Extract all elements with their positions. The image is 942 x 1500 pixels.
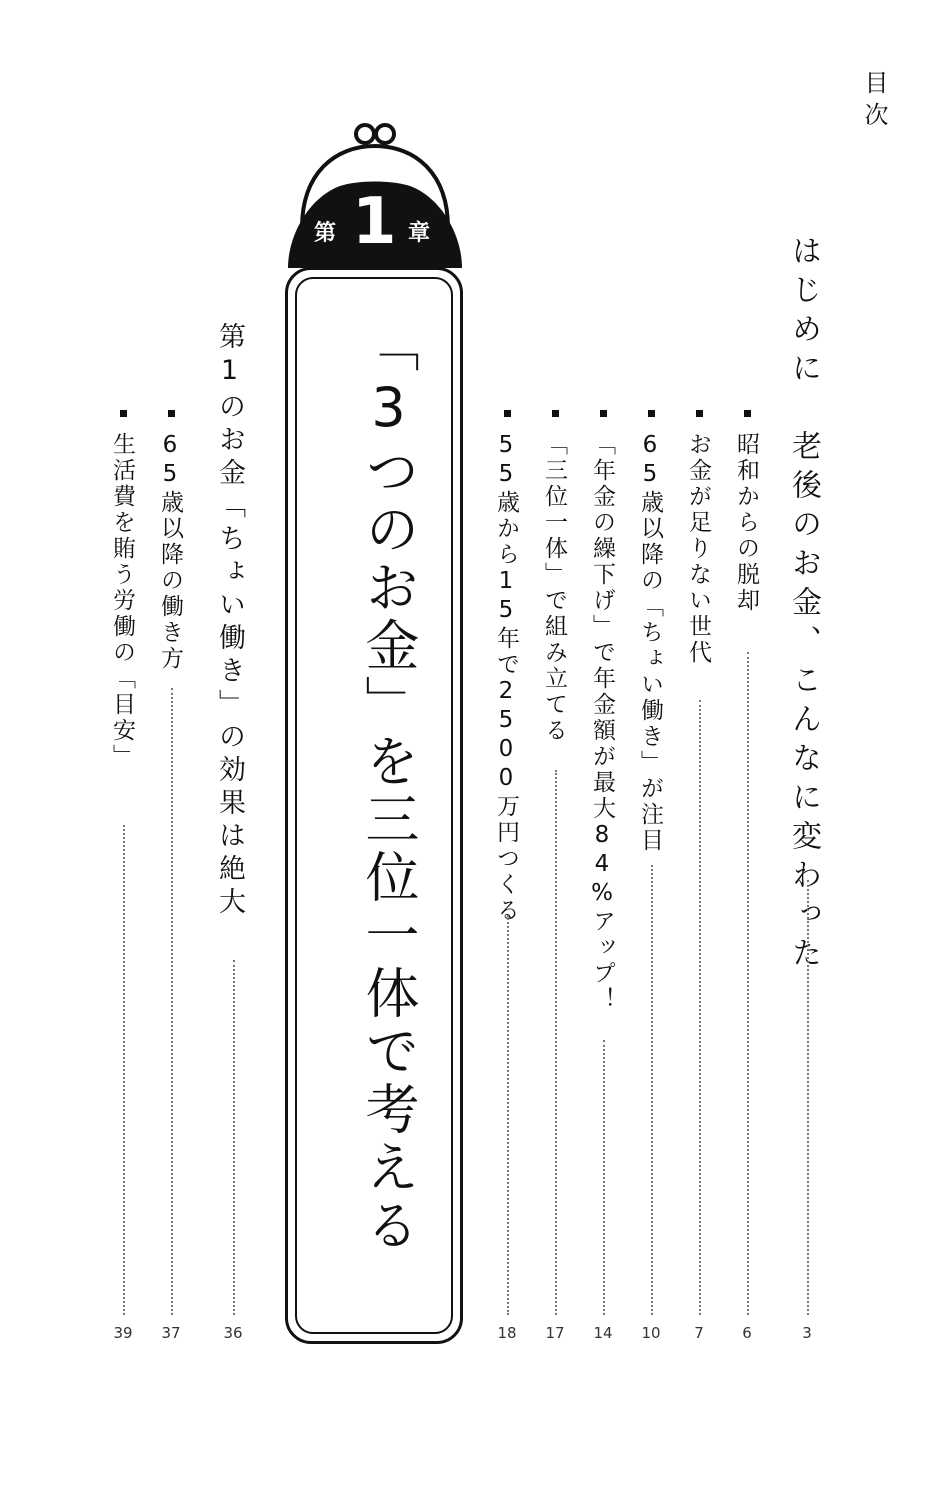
leader-dots: [699, 700, 701, 1315]
page-number: 7: [694, 1324, 704, 1342]
bullet-icon: [120, 410, 127, 417]
toc-item: 昭和からの脱却: [733, 432, 759, 614]
leader-dots: [507, 915, 509, 1315]
leader-dots: [747, 652, 749, 1315]
leader-dots: [555, 770, 557, 1315]
leader-dots: [603, 1040, 605, 1315]
leader-dots: [651, 865, 653, 1315]
page-number: 10: [641, 1324, 661, 1342]
page-number: 14: [593, 1324, 613, 1342]
page-number: 39: [113, 1324, 133, 1342]
intro-heading: はじめに 老後のお金、こんなに変わった: [786, 235, 821, 976]
toc-item: 「年金の繰下げ」で年金額が最大84%アップ！: [589, 432, 615, 1013]
toc-item: 55歳から15年で2500万円つくる: [493, 432, 519, 924]
toc-item: 生活費を賄う労働の「目安」: [109, 432, 135, 770]
bullet-icon: [744, 410, 751, 417]
section-heading: 第1のお金「ちょい働き」の効果は絶大: [214, 322, 245, 920]
bullet-icon: [168, 410, 175, 417]
chapter-number: 1: [352, 185, 397, 259]
chapter-label-suffix: 章: [408, 221, 431, 246]
bullet-icon: [552, 410, 559, 417]
leader-dots: [233, 960, 235, 1315]
leader-dots: [171, 688, 173, 1315]
toc-item: 65歳以降の働き方: [157, 432, 183, 672]
chapter-title: 「3つのお金」を三位一体で考える: [357, 318, 420, 1255]
page-number: 18: [497, 1324, 517, 1342]
bullet-icon: [696, 410, 703, 417]
bullet-icon: [504, 410, 511, 417]
page-number: 17: [545, 1324, 565, 1342]
page-number: 6: [742, 1324, 752, 1342]
leader-dots: [807, 880, 809, 1315]
toc-item: 65歳以降の「ちょい働き」が注目: [637, 432, 663, 854]
page-number: 3: [802, 1324, 812, 1342]
chapter-label-prefix: 第: [314, 221, 337, 246]
bullet-icon: [648, 410, 655, 417]
page-number: 37: [161, 1324, 181, 1342]
toc-item: 「三位一体」で組み立てる: [541, 432, 567, 744]
toc-item: お金が足りない世代: [685, 432, 711, 666]
bullet-icon: [600, 410, 607, 417]
page-title: 目次: [860, 70, 888, 134]
leader-dots: [123, 825, 125, 1315]
page-number: 36: [223, 1324, 243, 1342]
